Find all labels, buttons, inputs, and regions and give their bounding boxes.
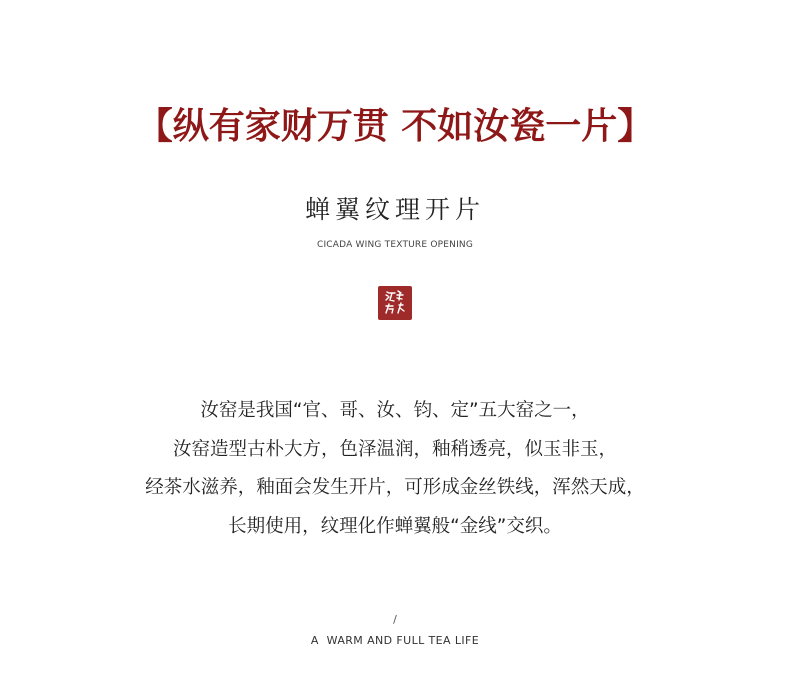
headline: 【纵有家财万贯 不如汝瓷一片】 [136, 105, 654, 147]
tagline: A WARM AND FULL TEA LIFE [310, 634, 480, 647]
description-paragraph [0, 392, 790, 546]
description-line-1: 汝窑是我国“官、哥、汝、钧、定”五大窑之一， [200, 400, 590, 421]
description-line-4: 长期使用，纹理化作蝉翼般“金线”交织。 [228, 515, 562, 537]
section-subtitle-english: CICADA WING TEXTURE OPENING [316, 240, 474, 250]
description-line-2: 汝窑造型古朴大方，色泽温润，釉稍透亮，似玉非玉， [172, 438, 617, 460]
section-title: 蝉翼纹理开片 [304, 195, 485, 224]
description-line-3: 经茶水滋养，釉面会发生开片，可形成金丝铁线，浑然天成， [145, 477, 645, 498]
seal-stamp-icon [378, 286, 412, 320]
divider-slash: / [393, 613, 397, 626]
